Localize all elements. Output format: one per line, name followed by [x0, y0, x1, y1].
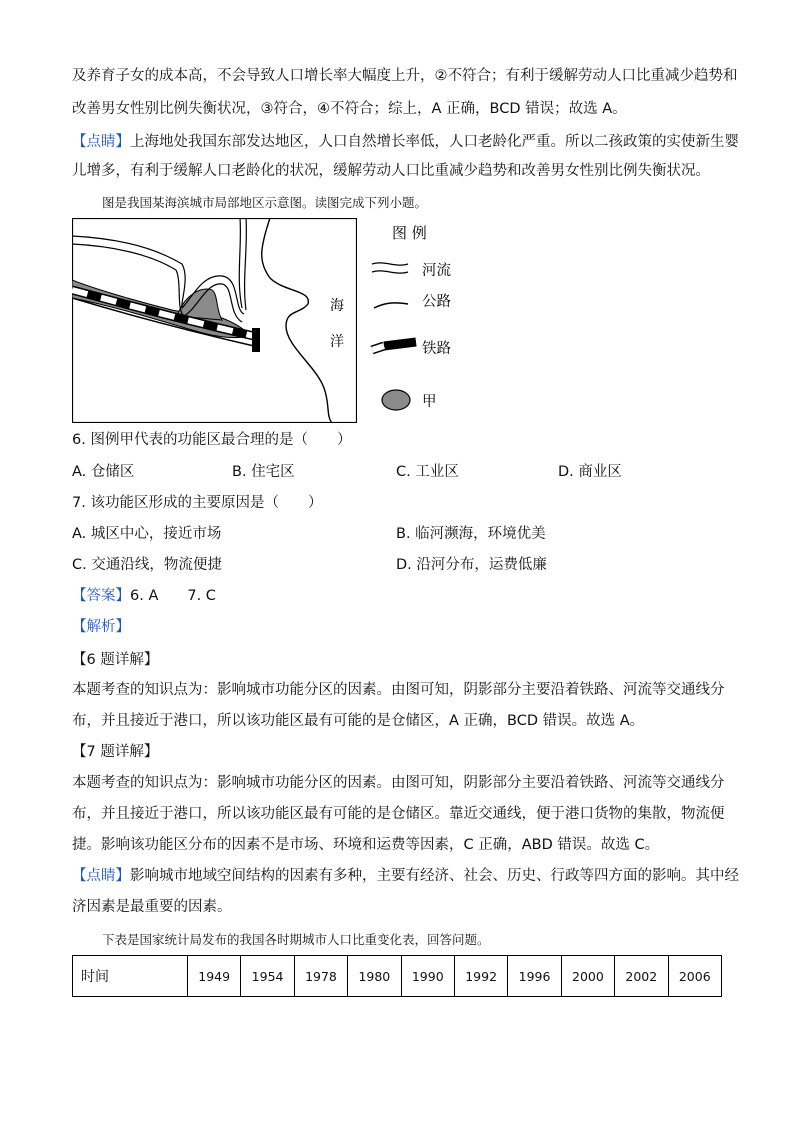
legend-zone-icon — [382, 390, 410, 410]
q7-option-c: C. 交通沿线，物流便捷 — [72, 557, 222, 573]
answer-tag: 【答案】 — [72, 588, 130, 604]
city-map — [72, 218, 357, 423]
table-year-cell: 1992 — [454, 956, 507, 997]
population-table — [72, 955, 722, 997]
q6-option-b: B. 住宅区 — [232, 464, 295, 480]
table-year-cell: 1954 — [241, 956, 294, 997]
note-text: 影响城市地域空间结构的因素有多种，主要有经济、社会、历史、行政等四方面的影响。其中经 — [130, 868, 739, 884]
note-line — [72, 866, 739, 886]
q7-option-a: A. 城区中心，接近市场 — [72, 526, 222, 542]
text-line: 改善男女性别比例失衡状况，③符合，④不符合；综上，A 正确，BCD 错误；故选 A。 — [72, 101, 627, 117]
analysis-tag: 【解析】 — [72, 619, 130, 635]
legend-rail: 铁路 — [422, 341, 451, 357]
q6-option-d: D. 商业区 — [558, 464, 622, 480]
table-header-cell: 时间 — [73, 956, 188, 997]
detail-7-line: 本题考查的知识点为：影响城市功能分区的因素。由图可知，阴影部分主要沿着铁路、河流等交通线分 — [72, 775, 725, 791]
table-year-cell: 1949 — [188, 956, 241, 997]
figure-intro: 图是我国某海滨城市局部地区示意图。读图完成下列小题。 — [102, 195, 428, 210]
legend-road-icon — [374, 303, 408, 308]
table-year-cell: 2006 — [668, 956, 721, 997]
legend-river-icon — [372, 263, 408, 265]
legend-river-icon2 — [372, 271, 408, 273]
legend-rail-icon-black — [384, 342, 416, 346]
answer-text: 6. A 7. C — [130, 588, 216, 604]
detail-7-title: 【7 题详解】 — [72, 744, 159, 760]
legend-title: 图 例 — [392, 224, 427, 242]
table-year-cell: 1996 — [508, 956, 561, 997]
legend-zone: 甲 — [422, 394, 437, 410]
table-year-cell: 1990 — [401, 956, 454, 997]
detail-6-line: 布，并且接近于港口，所以该功能区最有可能的是仓储区，A 正确，BCD 错误。故选 A。 — [72, 713, 645, 729]
q6-option-c: C. 工业区 — [396, 464, 459, 480]
table-intro: 下表是国家统计局发布的我国各时期城市人口比重变化表，回答问题。 — [102, 932, 490, 947]
q6-option-a: A. 仓储区 — [72, 464, 135, 480]
legend-road: 公路 — [422, 294, 451, 310]
map-legend — [368, 218, 478, 418]
table-year-cell: 2000 — [561, 956, 614, 997]
detail-6-title: 【6 题详解】 — [72, 652, 159, 668]
note-line — [72, 132, 739, 152]
port-terminal — [252, 328, 260, 352]
table-year-cell: 1980 — [348, 956, 401, 997]
table-year-cell: 2002 — [615, 956, 668, 997]
table-year-cell: 1978 — [294, 956, 347, 997]
text-line: 及养育子女的成本高，不会导致人口增长率大幅度上升，②不符合；有利于缓解劳动人口比重减少趋势和 — [72, 68, 738, 84]
detail-7-line: 捷。影响该功能区分布的因素不是市场、环境和运费等因素，C 正确，ABD 错误。故选 C。 — [72, 837, 660, 853]
q7-option-b: B. 临河濒海，环境优美 — [396, 526, 546, 542]
sea-label-2: 洋 — [330, 334, 344, 350]
note-text: 上海地处我国东部发达地区，人口自然增长率低，人口老龄化严重。所以二孩政策的实使新生婴 — [130, 134, 739, 150]
note-line: 济因素是最重要的因素。 — [72, 899, 232, 915]
q7-option-d: D. 沿河分布，运费低廉 — [396, 557, 547, 573]
note-tag: 【点睛】 — [72, 134, 130, 150]
legend-river: 河流 — [422, 263, 451, 279]
note-line: 儿增多，有利于缓解人口老龄化的状况，缓解劳动人口比重减少趋势和改善男女性别比例失衡状况。 — [72, 163, 710, 179]
answer-line — [72, 586, 216, 606]
question-6-stem: 6. 图例甲代表的功能区最合理的是（ ） — [72, 432, 352, 448]
sea-label-1: 海 — [330, 298, 344, 314]
legend-rail-icon-white — [372, 346, 384, 350]
detail-6-line: 本题考查的知识点为：影响城市功能分区的因素。由图可知，阴影部分主要沿着铁路、河流等交通线分 — [72, 682, 725, 698]
detail-7-line: 布，并且接近于港口，所以该功能区最有可能的是仓储区。靠近交通线，便于港口货物的集散，物流便 — [72, 806, 725, 822]
question-7-stem: 7. 该功能区形成的主要原因是（ ） — [72, 495, 323, 511]
note-tag: 【点睛】 — [72, 868, 130, 884]
table-row — [73, 956, 722, 997]
